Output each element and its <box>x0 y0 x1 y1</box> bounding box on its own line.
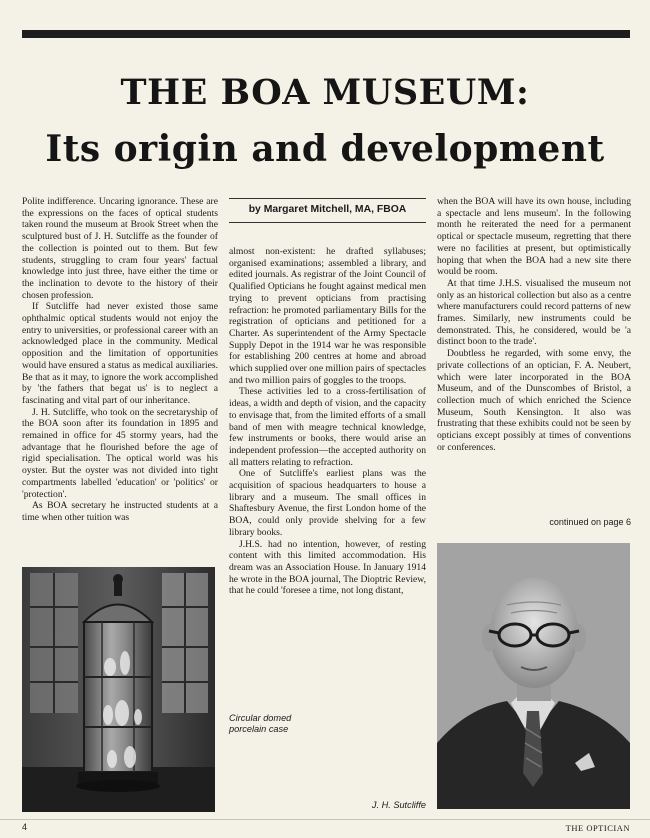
article-column-2 <box>229 246 426 597</box>
paragraph: If Sutcliffe had never existed those same ophthalmic optical students would not enjoy the entry to universities, or professional career with an acknowledged place in the community. Medical opposition and the limitation of opportunities would have ensured a status as medical auxiliaries. Be that as it may, to ignore the work accomplished by 'the fathers that begat us' is to neglect a fascinating and vital part of our inheritance. <box>22 301 218 406</box>
publication-name: THE OPTICIAN <box>565 823 630 833</box>
caption-portrait: J. H. Sutcliffe <box>371 800 426 810</box>
porcelain-case-photo <box>22 567 215 812</box>
paragraph: almost non-existent: he drafted syllabuses; organised examinations; assembled a library, and edited journals. As registrar of the Joint Council of Qualified Opticians he fought against medical men trying to prevent opticians from practising refraction: he promoted parliamentary Bills for the registration of opticians and petitioned for a Charter. As superintendent of the Army Spectacle Supply Depot in the 1914 war he was responsible for establishing 200 centres at home and abroad which supplied over one million pairs of spectacles and two million pairs of goggles to the troops. <box>229 246 426 386</box>
paragraph: As BOA secretary he instructed students at a time when other tuition was <box>22 500 218 523</box>
paragraph: J.H.S. had no intention, however, of resting content with this limited accommodation. His dream was an Association House. In January 1914 he wrote in the BOA journal, The Dioptric Review, that he could 'foresee a time, not long distant, <box>229 538 426 597</box>
article-column-1 <box>22 196 218 524</box>
paragraph: Doubtless he regarded, with some envy, the private collections of an optician, F. A. Neubert, which were later incorporated in the BOA Museum, and of the Dunscombes of Bristol, a collection much of which enriched the Science Museum, South Kensington. It also was frustrating that these exhibits could not be seen by opticians except possibly at times of conventions or conferences. <box>437 348 631 453</box>
porcelain-case-illustration <box>22 567 215 812</box>
footer-rule <box>0 819 650 820</box>
paragraph: Polite indifference. Uncaring ignorance. These are the expressions on the faces of optical students taken round the museum at Brook Street when the sculptured bust of J. H. Sutcliffe as the founder of the collection is pointed out to them. But few students, struggling to cram four years' factual knowledge into just three, have either the time or the inclination to devote to the history of their chosen profession. <box>22 196 218 301</box>
paragraph: These activities led to a cross-fertilisation of ideas, a width and depth of vision, and the capacity to envisage that, from the limited efforts of a small band of men with meagre technical knowledge, few instruments or books, there would arise an independent profession—the accepted authority on all matters relating to refraction. <box>229 386 426 468</box>
headline-line-1: THE BOA MUSEUM: <box>120 72 530 113</box>
continued-note: continued on page 6 <box>549 517 631 527</box>
byline-rule-top <box>229 198 426 199</box>
paragraph: when the BOA will have its own house, including a spectacle and lens museum'. In the following month he reiterated the need for a permanent optical or spectacle museum, regretting that there were no facilities at present, but optimistically hoping that when the BOA had a new site there would be room. <box>437 196 631 278</box>
headline-line-2: Its origin and development <box>45 128 605 170</box>
top-rule <box>22 30 630 38</box>
byline: by Margaret Mitchell, MA, FBOA <box>248 204 407 215</box>
paragraph: J. H. Sutcliffe, who took on the secretaryship of the BOA soon after its foundation in 1895 and remained in office for 45 stormy years, had the advantage that he flourished before the age of rigid specialisation. The optical world was his oyster. But the oyster was not divided into tight compartments labelled 'education' or 'politics' or 'protection'. <box>22 406 218 500</box>
portrait-photo <box>437 543 630 809</box>
article-column-3 <box>437 196 631 453</box>
caption-case: Circular domed porcelain case <box>229 713 292 734</box>
portrait-illustration <box>437 543 630 809</box>
paragraph: One of Sutcliffe's earliest plans was the acquisition of spacious headquarters to house a library and a museum. The small offices in Shaftesbury Avenue, the first London home of the BOA, could only provide shelving for a few library books. <box>229 468 426 538</box>
paragraph: At that time J.H.S. visualised the museum not only as an historical collection but also as a centre where manufacturers could record patterns of new frames. Similarly, new instruments could be demonstrated. This, he considered, would be 'a distinct boon to the trade'. <box>437 277 631 348</box>
page-number: 4 <box>22 822 28 832</box>
byline-rule-bottom <box>229 222 426 223</box>
